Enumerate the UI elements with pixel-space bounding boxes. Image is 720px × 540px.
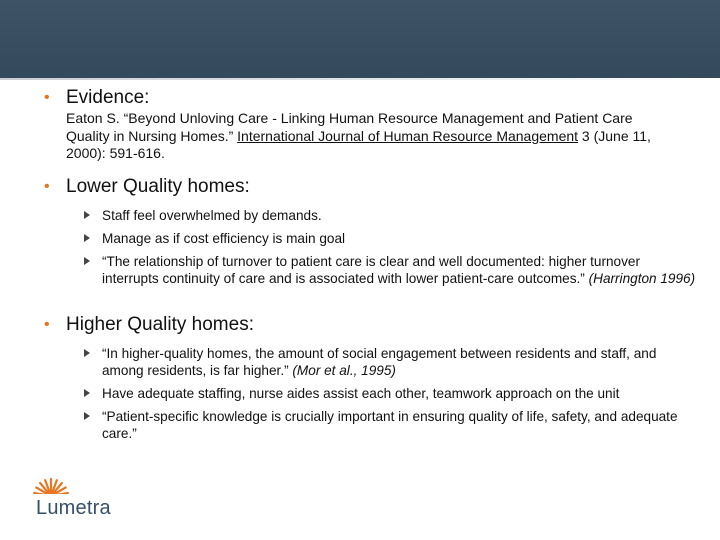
bullet-dot-icon: • [44, 89, 50, 106]
item-text: “Patient-specific knowledge is crucially important in ensuring quality of life, safety, and adequate care.” [102, 409, 678, 441]
item-text: “The relationship of turnover to patient care is clear and well documented: higher turnover interrupts continuity of care and is associated with lower patient-care outcomes.” [102, 254, 641, 286]
reference-details: 3 (June 11, 2000): 591-616. [66, 127, 651, 161]
arrow-bullet-icon [84, 412, 90, 420]
journal-title: International Journal of Human Resource Management [237, 127, 579, 144]
arrow-bullet-icon [84, 349, 90, 357]
bullet-dot-icon: • [44, 316, 50, 333]
bullet-heading: Higher Quality homes: [66, 314, 254, 335]
reference-text: Eaton S. “Beyond Unloving Care - Linking Human Resource Management and Patient Care Quality in Nursing Homes.” [66, 110, 633, 144]
logo-wordmark: Lumetra [36, 497, 111, 519]
arrow-bullet-icon [84, 257, 90, 265]
item-text: Staff feel overwhelmed by demands. [102, 208, 322, 223]
arrow-bullet-icon [84, 389, 90, 397]
item-text: Have adequate staffing, nurse aides assist each other, teamwork approach on the unit [102, 386, 620, 401]
item-citation: (Mor et al., 1995) [292, 363, 396, 378]
lumetra-logo [14, 472, 124, 524]
bullet-heading: Evidence: [66, 87, 150, 108]
arrow-bullet-icon [84, 234, 90, 242]
bullet-heading: Lower Quality homes: [66, 176, 250, 197]
item-text: “In higher-quality homes, the amount of social engagement between residents and staff, and among residents, is far higher.” [102, 346, 657, 378]
item-text: Manage as if cost efficiency is main goal [102, 231, 346, 246]
item-citation: (Harrington 1996) [588, 271, 696, 286]
bullet-dot-icon: • [44, 178, 50, 195]
arrow-bullet-icon [84, 211, 90, 219]
reference-citation [66, 110, 666, 163]
